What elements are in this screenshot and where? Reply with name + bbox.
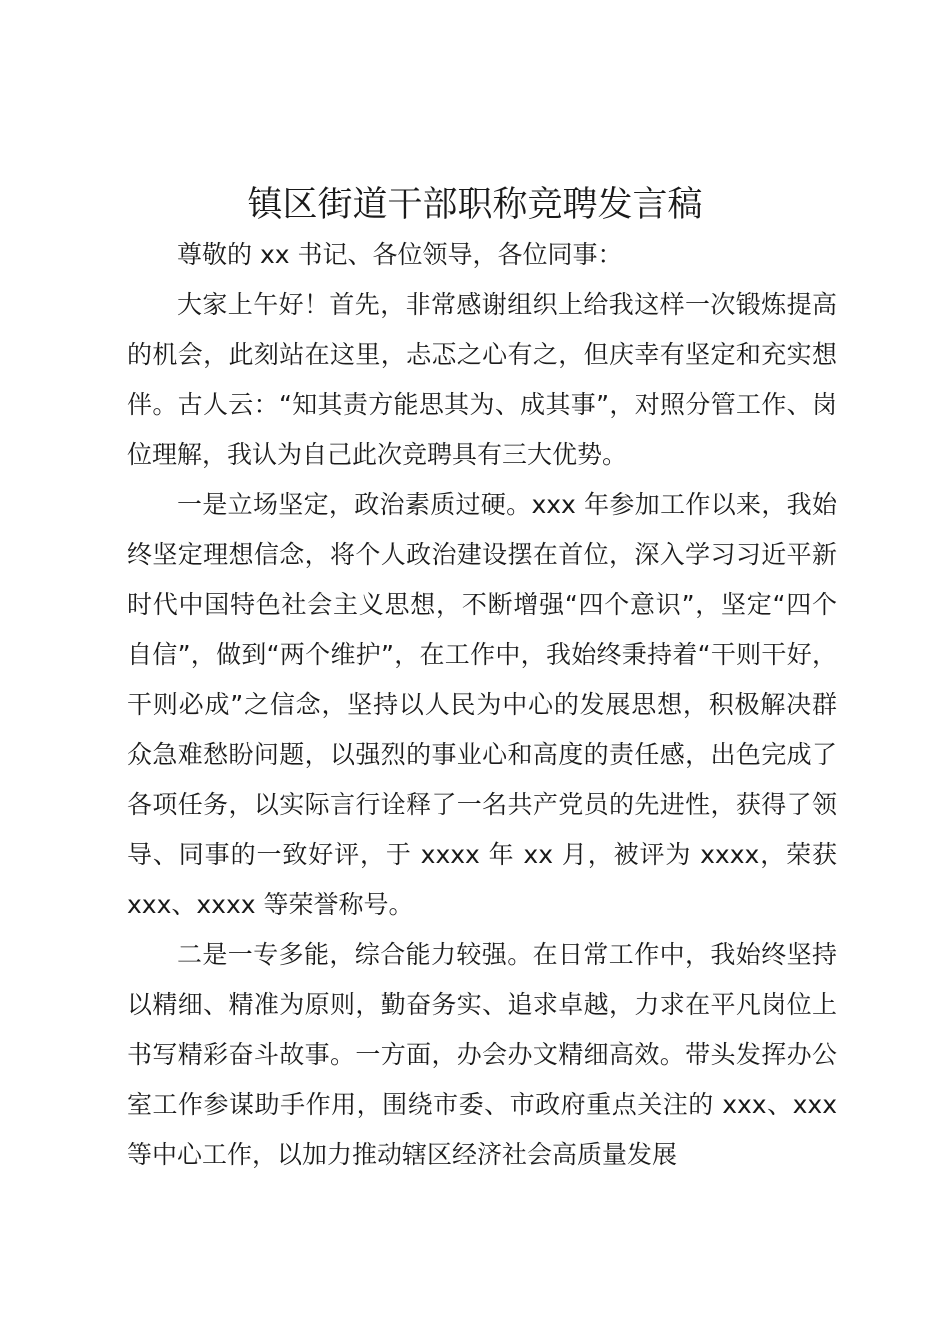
paragraph-salutation: 尊敬的 xx 书记、各位领导，各位同事： — [177, 240, 623, 269]
paragraph-opening: 大家上午好！首先，非常感谢组织上给我这样一次锻炼提高的机会，此刻站在这里，忐忑之心有之，但庆幸有坚定和充实想伴。古人云：“知其责方能思其为、成其事”，对照分管工作、岗位理解，我认为自己此次竞聘具有三大优势。 — [127, 290, 837, 469]
document-body — [127, 230, 837, 1180]
paragraph-advantage-one: 一是立场坚定，政治素质过硬。xxx 年参加工作以来，我始终坚定理想信念，将个人政治建设摆在首位，深入学习习近平新时代中国特色社会主义思想，不断增强“四个意识”，坚定“四个自信”，做到“两个维护”，在工作中，我始终秉持着“干则干好，干则必成”之信念，坚持以人民为中心的发展思想，积极解决群众急难愁盼问题，以强烈的事业心和高度的责任感，出色完成了各项任务，以实际言行诠释了一名共产党员的先进性，获得了领导、同事的一致好评，于 xxxx 年 xx 月，被评为 xxxx，荣获 xxx、xxxx 等荣誉称号。 — [127, 490, 837, 919]
paragraph-advantage-two: 二是一专多能，综合能力较强。在日常工作中，我始终坚持以精细、精准为原则，勤奋务实、追求卓越，力求在平凡岗位上书写精彩奋斗故事。一方面，办会办文精细高效。带头发挥办公室工作参谋助手作用，围绕市委、市政府重点关注的 xxx、xxx 等中心工作，以加力推动辖区经济社会高质量发展 — [127, 940, 837, 1169]
document-title: 镇区街道干部职称竞聘发言稿 — [247, 185, 703, 225]
